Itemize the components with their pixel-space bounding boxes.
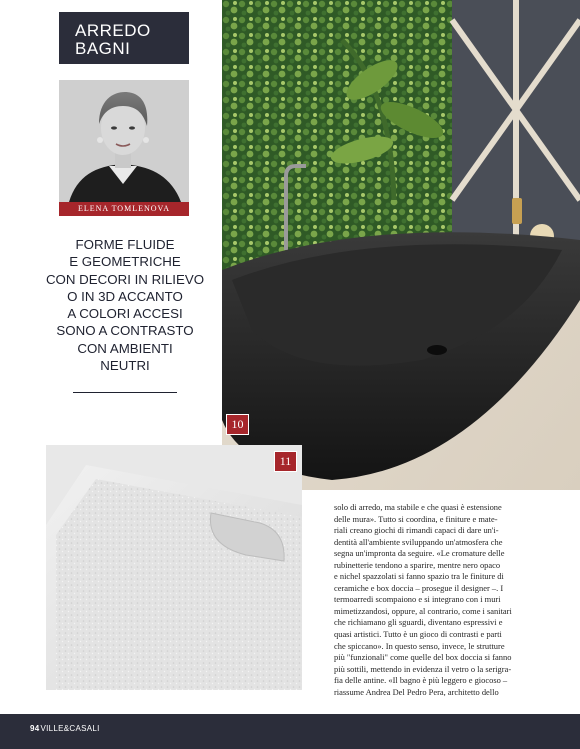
text-line: che spiccano». In questo senso, invece, le strutture	[334, 640, 505, 651]
text-line: ceramiche e box doccia – prosegue il designer –. I	[334, 582, 504, 593]
section-tag	[59, 12, 189, 64]
shower-tray-illustration	[46, 445, 302, 690]
text-line: che richiamano gli sguardi, diventano espressivi e	[334, 617, 503, 628]
text-line: dentità all'ambiente sviluppando un'atmosfera che	[334, 536, 503, 547]
text-line: riali creano giochi di rimandi capaci di dare un'i-	[334, 525, 499, 536]
text-line: più sottili, mettendo in evidenza il vetro o la serigra-	[334, 663, 512, 674]
bathtub-photo	[222, 0, 580, 490]
text-line: mimetizzandosi, oppure, al contrario, come i sanitari	[334, 605, 512, 616]
text-line: delle mura». Tutto si coordina, e finiture e mate-	[334, 513, 498, 524]
pull-quote-line: E GEOMETRICHE	[69, 254, 181, 270]
article-body-text	[334, 502, 518, 698]
pull-quote-line: SONO A CONTRASTO	[56, 323, 194, 339]
pull-quote-line: FORME FLUIDE	[75, 237, 175, 252]
pull-quote	[40, 236, 210, 374]
text-line: termoarredi scompaiono e si integrano con i muri	[334, 594, 501, 605]
author-portrait	[59, 80, 189, 202]
text-line: riassume Andrea Del Pedro Pera, architetto dello	[334, 686, 499, 697]
author-name: ELENA TOMLENOVA	[59, 202, 189, 216]
pull-quote-line: O IN 3D ACCANTO	[67, 288, 183, 304]
pull-quote-line: CON AMBIENTI	[77, 340, 173, 356]
photo-number-badge: 10	[226, 414, 249, 435]
portrait-illustration	[59, 80, 189, 202]
pull-quote-line: NEUTRI	[100, 358, 150, 374]
pull-quote-line: A COLORI ACCESI	[67, 306, 183, 322]
text-line: segna un'impronta da seguire. «Le cromature delle	[334, 548, 505, 559]
magazine-name: VILLE&CASALI	[40, 724, 100, 733]
section-title-line-1: ARREDO	[75, 21, 151, 40]
page-number: 94	[30, 724, 40, 733]
text-line: fia delle antine. «Il bagno è più leggero e giocoso –	[334, 675, 508, 686]
page-footer	[0, 714, 580, 749]
bathtub-illustration	[222, 0, 580, 490]
text-line: più "funzionali" come quelle del box doccia si fanno	[334, 652, 512, 663]
pull-quote-rule	[73, 392, 177, 393]
footer-label	[30, 724, 100, 733]
text-line: quasi artistici. Tutto è un gioco di contrasti e parti	[334, 629, 502, 640]
shower-tray-photo	[46, 445, 302, 690]
text-line: solo di arredo, ma stabile e che quasi è estensione	[334, 502, 502, 512]
section-title-line-2: BAGNI	[75, 39, 131, 58]
text-line: e nichel spazzolati si fanno spazio tra le finiture di	[334, 571, 504, 582]
text-line: rubinetterie tendono a sparire, mentre nero opaco	[334, 559, 501, 570]
pull-quote-line: CON DECORI IN RILIEVO	[45, 271, 205, 287]
photo-number-badge: 11	[274, 451, 297, 472]
